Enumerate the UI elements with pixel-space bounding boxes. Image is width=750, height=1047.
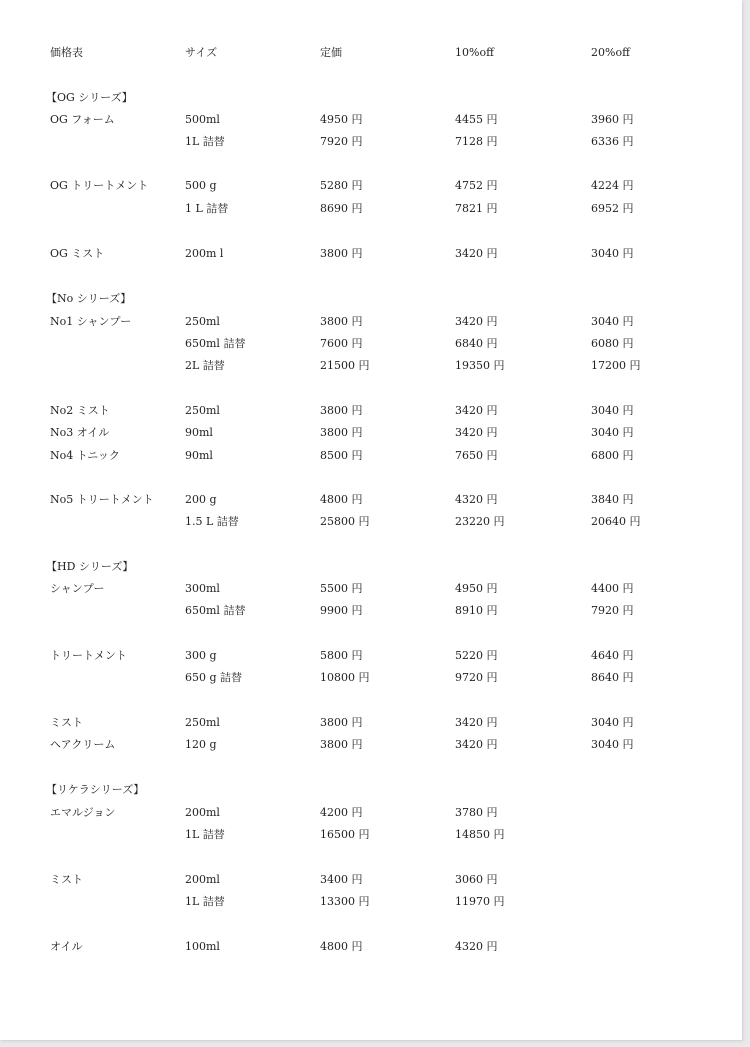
price-20-off: 3840 円 (591, 493, 634, 506)
list-price: 9900 円 (320, 604, 363, 617)
product-name: ミスト (50, 873, 83, 886)
list-price: 7920 円 (320, 135, 363, 148)
product-size: 650ml 詰替 (185, 604, 246, 617)
list-price: 4200 円 (320, 806, 363, 819)
list-price: 3800 円 (320, 716, 363, 729)
list-price: 3800 円 (320, 404, 363, 417)
price-20-off: 6952 円 (591, 202, 634, 215)
price-20-off: 3040 円 (591, 716, 634, 729)
price-20-off: 3040 円 (591, 738, 634, 751)
price-20-off: 6800 円 (591, 449, 634, 462)
price-10-off: 4320 円 (455, 940, 498, 953)
product-size: 300 g (185, 649, 217, 662)
product-name: OG トリートメント (50, 179, 149, 192)
price-10-off: 19350 円 (455, 359, 505, 372)
price-10-off: 4752 円 (455, 179, 498, 192)
price-20-off: 20640 円 (591, 515, 641, 528)
product-name: OG フォーム (50, 113, 115, 126)
product-size: 1.5 L 詰替 (185, 515, 239, 528)
product-size: 1L 詰替 (185, 135, 225, 148)
price-20-off: 8640 円 (591, 671, 634, 684)
product-size: 500ml (185, 113, 220, 126)
product-size: 200ml (185, 806, 220, 819)
product-size: 1L 詰替 (185, 895, 225, 908)
section-no: 【No シリーズ】 (46, 292, 132, 305)
price-10-off: 8910 円 (455, 604, 498, 617)
list-price: 25800 円 (320, 515, 370, 528)
list-price: 4800 円 (320, 940, 363, 953)
header-10-off: 10%off (455, 46, 494, 59)
product-size: 300ml (185, 582, 220, 595)
product-size: 120 g (185, 738, 217, 751)
header-name: 価格表 (50, 46, 83, 59)
price-10-off: 3780 円 (455, 806, 498, 819)
header-size: サイズ (185, 46, 218, 59)
list-price: 3800 円 (320, 426, 363, 439)
product-name: No1 シャンプー (50, 315, 132, 328)
product-name: シャンプー (50, 582, 105, 595)
product-size: 1L 詰替 (185, 828, 225, 841)
price-20-off: 4640 円 (591, 649, 634, 662)
price-20-off: 17200 円 (591, 359, 641, 372)
price-10-off: 3420 円 (455, 426, 498, 439)
price-20-off: 3040 円 (591, 247, 634, 260)
product-size: 90ml (185, 449, 213, 462)
list-price: 3400 円 (320, 873, 363, 886)
product-size: 250ml (185, 404, 220, 417)
product-name: No4 トニック (50, 449, 120, 462)
price-20-off: 7920 円 (591, 604, 634, 617)
product-size: 90ml (185, 426, 213, 439)
list-price: 3800 円 (320, 738, 363, 751)
section-og: 【OG シリーズ】 (46, 91, 133, 104)
price-10-off: 3420 円 (455, 247, 498, 260)
price-10-off: 3420 円 (455, 315, 498, 328)
product-size: 250ml (185, 315, 220, 328)
list-price: 7600 円 (320, 337, 363, 350)
product-name: ミスト (50, 716, 83, 729)
product-name: No2 ミスト (50, 404, 110, 417)
header-20-off: 20%off (591, 46, 630, 59)
price-20-off: 3960 円 (591, 113, 634, 126)
section-likera: 【リケラシリーズ】 (46, 783, 145, 796)
product-size: 500 g (185, 179, 217, 192)
price-20-off: 6080 円 (591, 337, 634, 350)
price-10-off: 5220 円 (455, 649, 498, 662)
product-size: 650 g 詰替 (185, 671, 243, 684)
price-10-off: 11970 円 (455, 895, 505, 908)
product-size: 200 g (185, 493, 217, 506)
price-10-off: 7821 円 (455, 202, 498, 215)
price-10-off: 3060 円 (455, 873, 498, 886)
price-20-off: 3040 円 (591, 426, 634, 439)
product-size: 1 L 詰替 (185, 202, 229, 215)
product-size: 100ml (185, 940, 220, 953)
price-10-off: 7650 円 (455, 449, 498, 462)
section-hd: 【HD シリーズ】 (46, 560, 134, 573)
price-10-off: 3420 円 (455, 716, 498, 729)
product-name: No3 オイル (50, 426, 110, 439)
price-10-off: 23220 円 (455, 515, 505, 528)
list-price: 10800 円 (320, 671, 370, 684)
product-name: トリートメント (50, 649, 127, 662)
list-price: 13300 円 (320, 895, 370, 908)
price-10-off: 3420 円 (455, 404, 498, 417)
product-size: 650ml 詰替 (185, 337, 246, 350)
price-10-off: 3420 円 (455, 738, 498, 751)
product-size: 200ml (185, 873, 220, 886)
list-price: 4950 円 (320, 113, 363, 126)
product-name: ヘアクリーム (50, 738, 116, 751)
product-size: 200m l (185, 247, 224, 260)
list-price: 4800 円 (320, 493, 363, 506)
price-10-off: 6840 円 (455, 337, 498, 350)
price-10-off: 14850 円 (455, 828, 505, 841)
product-size: 2L 詰替 (185, 359, 225, 372)
price-10-off: 4455 円 (455, 113, 498, 126)
product-name: No5 トリートメント (50, 493, 154, 506)
price-20-off: 4400 円 (591, 582, 634, 595)
price-20-off: 6336 円 (591, 135, 634, 148)
list-price: 5800 円 (320, 649, 363, 662)
product-size: 250ml (185, 716, 220, 729)
price-10-off: 9720 円 (455, 671, 498, 684)
header-list-price: 定価 (320, 46, 342, 59)
price-20-off: 4224 円 (591, 179, 634, 192)
product-name: OG ミスト (50, 247, 105, 260)
product-name: オイル (50, 940, 83, 953)
price-20-off: 3040 円 (591, 315, 634, 328)
price-20-off: 3040 円 (591, 404, 634, 417)
list-price: 8690 円 (320, 202, 363, 215)
list-price: 3800 円 (320, 247, 363, 260)
price-10-off: 7128 円 (455, 135, 498, 148)
list-price: 5280 円 (320, 179, 363, 192)
price-10-off: 4950 円 (455, 582, 498, 595)
product-name: エマルジョン (50, 806, 116, 819)
list-price: 16500 円 (320, 828, 370, 841)
list-price: 3800 円 (320, 315, 363, 328)
list-price: 21500 円 (320, 359, 370, 372)
price-10-off: 4320 円 (455, 493, 498, 506)
list-price: 8500 円 (320, 449, 363, 462)
list-price: 5500 円 (320, 582, 363, 595)
